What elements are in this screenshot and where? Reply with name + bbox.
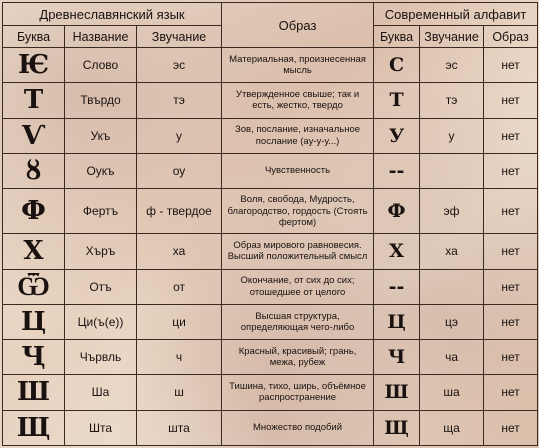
- letter-image-meaning: Зов, послание, изначальное послание (ау-у-у...): [222, 118, 374, 153]
- modern-sound: тэ: [420, 83, 484, 118]
- letter-name: Шта: [65, 410, 137, 445]
- letter-image-meaning: Материальная, произнесенная мысль: [222, 48, 374, 83]
- old-letter-glyph: Щ: [3, 410, 65, 445]
- table-row: [3, 153, 538, 188]
- modern-image: нет: [484, 340, 538, 375]
- letter-sound: шта: [137, 410, 222, 445]
- old-letter-glyph: Ѵ: [3, 118, 65, 153]
- modern-image: нет: [484, 304, 538, 339]
- old-letter-glyph: Ф: [3, 189, 65, 234]
- letter-sound: ха: [137, 234, 222, 269]
- letter-name: Хъръ: [65, 234, 137, 269]
- header-modern-sound: Звучание: [420, 26, 484, 48]
- table-row: [3, 48, 538, 83]
- modern-sound: цэ: [420, 304, 484, 339]
- modern-image: нет: [484, 269, 538, 304]
- letter-sound: эс: [137, 48, 222, 83]
- modern-sound: ша: [420, 375, 484, 410]
- modern-image: нет: [484, 375, 538, 410]
- modern-image: нет: [484, 48, 538, 83]
- modern-sound: у: [420, 118, 484, 153]
- modern-sound: ща: [420, 410, 484, 445]
- table-row: [3, 375, 538, 410]
- modern-image: нет: [484, 234, 538, 269]
- header-modern-image: Образ: [484, 26, 538, 48]
- modern-image: нет: [484, 118, 538, 153]
- letter-name: Твърдо: [65, 83, 137, 118]
- letter-name: Чървль: [65, 340, 137, 375]
- letter-image-meaning: Высшая структура, определяющая чего-либо: [222, 304, 374, 339]
- table-body: [3, 48, 538, 446]
- letter-image-meaning: Образ мирового равновесия. Высший положительный смысл: [222, 234, 374, 269]
- header-image: Образ: [222, 3, 374, 48]
- old-letter-glyph: Ш: [3, 375, 65, 410]
- modern-letter: У: [374, 118, 420, 153]
- letter-image-meaning: Красный, красивый; грань, межа, рубеж: [222, 340, 374, 375]
- old-letter-glyph: Ҷ: [3, 340, 65, 375]
- letter-sound: от: [137, 269, 222, 304]
- old-letter-glyph: Х: [3, 234, 65, 269]
- modern-sound: ча: [420, 340, 484, 375]
- table-row: [3, 269, 538, 304]
- modern-letter: Ч: [374, 340, 420, 375]
- modern-letter: Ш: [374, 375, 420, 410]
- modern-letter: Т: [374, 83, 420, 118]
- modern-letter: --: [374, 269, 420, 304]
- letter-image-meaning: Тишина, тихо, ширь, объёмное распространение: [222, 375, 374, 410]
- modern-sound: ха: [420, 234, 484, 269]
- letter-sound: ч: [137, 340, 222, 375]
- letter-sound: у: [137, 118, 222, 153]
- table-row: [3, 118, 538, 153]
- header-letter: Буква: [3, 26, 65, 48]
- letter-image-meaning: Чувственность: [222, 153, 374, 188]
- letter-sound: оу: [137, 153, 222, 188]
- modern-sound: эф: [420, 189, 484, 234]
- header-name: Название: [65, 26, 137, 48]
- letter-name: Отъ: [65, 269, 137, 304]
- modern-letter: Х: [374, 234, 420, 269]
- modern-sound: эс: [420, 48, 484, 83]
- old-letter-glyph: Ѥ: [3, 48, 65, 83]
- letter-sound: ф - твердое: [137, 189, 222, 234]
- letter-name: Оукъ: [65, 153, 137, 188]
- modern-letter: С: [374, 48, 420, 83]
- modern-image: нет: [484, 83, 538, 118]
- table-row: [3, 340, 538, 375]
- letter-image-meaning: Окончание, от сих до сих; отошедшее от целого: [222, 269, 374, 304]
- modern-letter: Щ: [374, 410, 420, 445]
- header-sound: Звучание: [137, 26, 222, 48]
- letter-image-meaning: Утвержденное свыше; так и есть, жестко, твердо: [222, 83, 374, 118]
- modern-letter: Ц: [374, 304, 420, 339]
- table-row: [3, 189, 538, 234]
- table-row: [3, 234, 538, 269]
- header-modern-alphabet: Современный алфавит: [374, 3, 538, 26]
- old-letter-glyph: Ѿ: [3, 269, 65, 304]
- table-row: [3, 304, 538, 339]
- letter-sound: ци: [137, 304, 222, 339]
- modern-letter: --: [374, 153, 420, 188]
- letter-image-meaning: Множество подобий: [222, 410, 374, 445]
- header-old-slavic: Древнеславянский язык: [3, 3, 222, 26]
- letter-image-meaning: Воля, свобода, Мудрость, благородство, гордость (Стоять фертом): [222, 189, 374, 234]
- modern-image: нет: [484, 189, 538, 234]
- alphabet-table: [2, 2, 538, 446]
- table-row: [3, 410, 538, 445]
- letter-name: Ша: [65, 375, 137, 410]
- old-letter-glyph: Ц: [3, 304, 65, 339]
- modern-image: нет: [484, 410, 538, 445]
- letter-name: Ци(ъ(е)): [65, 304, 137, 339]
- header-modern-letter: Буква: [374, 26, 420, 48]
- letter-name: Слово: [65, 48, 137, 83]
- letter-sound: тэ: [137, 83, 222, 118]
- modern-image: нет: [484, 153, 538, 188]
- letter-name: Фертъ: [65, 189, 137, 234]
- table-row: [3, 83, 538, 118]
- modern-sound: [420, 153, 484, 188]
- modern-sound: [420, 269, 484, 304]
- old-letter-glyph: ȣ: [3, 153, 65, 188]
- modern-letter: Ф: [374, 189, 420, 234]
- letter-sound: ш: [137, 375, 222, 410]
- old-letter-glyph: Т: [3, 83, 65, 118]
- letter-name: Укъ: [65, 118, 137, 153]
